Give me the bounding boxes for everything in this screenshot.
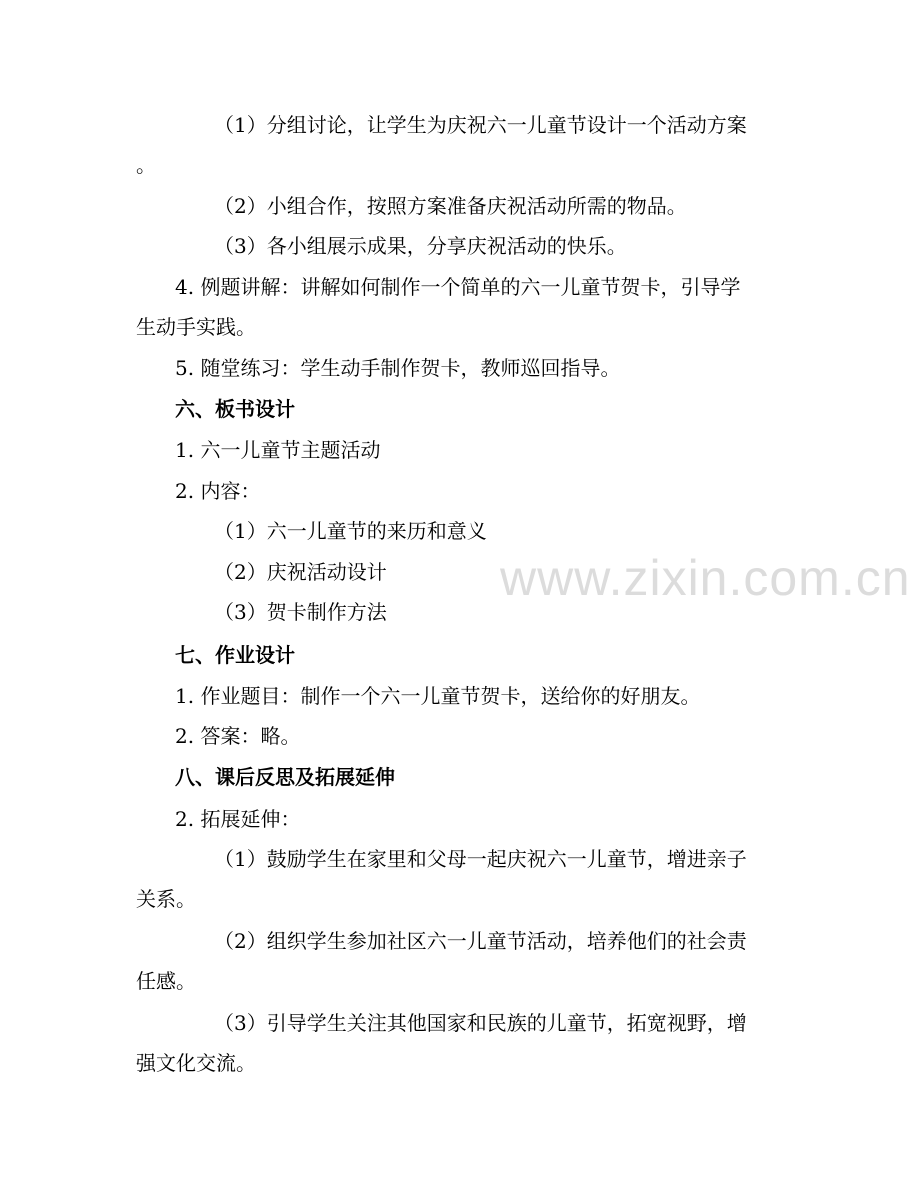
activity-step-1-line-1: （1）分组讨论，让学生为庆祝六一儿童节设计一个活动方案 [214,113,747,137]
section-heading-board-design: 六、板书设计 [175,397,295,421]
homework-item-2: 2. 答案：略。 [175,724,301,748]
extension-item-1-line-2: 关系。 [136,887,196,911]
section-heading-homework: 七、作业设计 [175,643,295,667]
board-item-2: 2. 内容： [175,479,261,503]
extension-item-2-line-2: 任感。 [136,969,196,993]
extension-item-3-line-2: 强文化交流。 [136,1051,256,1075]
board-subitem-2: （2）庆祝活动设计 [214,560,387,584]
board-subitem-1: （1）六一儿童节的来历和意义 [214,519,487,543]
example-explanation-line-1: 4. 例题讲解：讲解如何制作一个简单的六一儿童节贺卡，引导学 [175,275,741,299]
example-explanation-line-2: 生动手实践。 [136,315,256,339]
activity-step-2: （2）小组合作，按照方案准备庆祝活动所需的物品。 [214,194,687,218]
activity-step-1-line-2: 。 [136,153,156,177]
activity-step-3: （3）各小组展示成果，分享庆祝活动的快乐。 [214,234,627,258]
extension-heading: 2. 拓展延伸： [175,807,301,831]
extension-item-2-line-1: （2）组织学生参加社区六一儿童节活动，培养他们的社会责 [214,929,747,953]
homework-item-1: 1. 作业题目：制作一个六一儿童节贺卡，送给你的好朋友。 [175,684,701,708]
board-subitem-3: （3）贺卡制作方法 [214,600,387,624]
section-heading-reflection: 八、课后反思及拓展延伸 [175,765,395,789]
watermark: www.zixin.com.cn [500,550,911,606]
board-item-1: 1. 六一儿童节主题活动 [175,438,381,462]
extension-item-1-line-1: （1）鼓励学生在家里和父母一起庆祝六一儿童节，增进亲子 [214,847,747,871]
extension-item-3-line-1: （3）引导学生关注其他国家和民族的儿童节，拓宽视野，增 [214,1011,747,1035]
classroom-practice: 5. 随堂练习：学生动手制作贺卡，教师巡回指导。 [175,356,621,380]
